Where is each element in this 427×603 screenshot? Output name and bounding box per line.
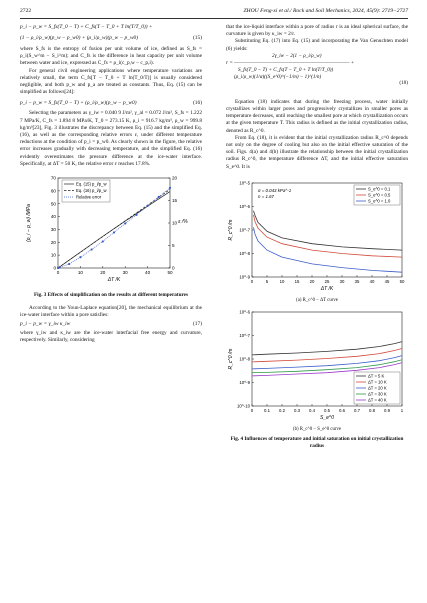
eq15-line2-text: (1 − ρ_i/ρ_w)(p_w − p_w0) + (ρ_i/ρ_w)(p_w − p_w0) [20, 35, 139, 41]
eq16-text: p_i − p_w = S_fs(T_0 − T) + (ρ_i/ρ_w)(p_w − p_w0) [20, 100, 137, 107]
fig4b-y-tick-label: 10^-8 [239, 356, 250, 362]
fig4a-series-line [254, 215, 403, 257]
fig4a-x-axis-label: ΔT /K [320, 285, 334, 292]
figure-3-chart [20, 172, 202, 290]
fig3-error-point [91, 248, 93, 250]
fig3-x-tick-label: 50 [167, 270, 173, 276]
fig3-y2-tick-label: 0 [172, 265, 175, 271]
fig4a-y-tick-label: 10^-9 [239, 274, 250, 280]
figure-4a-label: (a) R_c^0 − ΔT curve [296, 297, 338, 303]
equation-18 [226, 53, 408, 99]
left-column [20, 24, 202, 345]
fig4b-x-tick-label: 0.2 [279, 408, 285, 414]
fig3-error-point [147, 205, 149, 207]
paragraph-parameters: Selecting the parameters as γ_iw = 0.040 9 J/m², γ_al = 0.072 J/m², S_fs = 1.222 7 MPa/K, C_fs = 1.894 8 MPa/K, T_0 = 273.15 K, ρ_i = 916.7 kg/m³, ρ_w = 999.8 kg/m³[23], Fig. 3 illustrates the discrepancy between Eq. (15) and the simplified Eq. (16), as well as the corresponding relative errors ε, under different temperature reductions at the condition of p_i = p_w0. As clearly shown in the figure, the relative error increases gradually with decreasing temperature, and the simplified Eq. (16) evidently overestimates the pressure difference at the ice-water interface. Specifically, at ΔT = 50 K, the relative error ε reaches 17.8%. [20, 110, 202, 167]
fig3-y2-tick-label: 5 [172, 243, 175, 249]
fig3-y-axis-label: (p_i − p_w) /MPa [26, 204, 32, 243]
fig4b-x-tick-label: 1 [400, 408, 404, 414]
fig4a-x-tick-label: 45 [384, 278, 390, 284]
fig4b-x-tick-label: 0.7 [354, 408, 360, 414]
fig4a-series-line [254, 227, 403, 272]
fig4a-x-tick-label: 40 [369, 278, 375, 284]
fig4b-x-tick-label: 0.1 [264, 408, 270, 414]
eq18-denominator: S_fs(T_0 − T) + C_fs(T − T_0 + T ln(T/T_0)) [238, 66, 334, 73]
eq17-text: p_i − p_w = γ_iw κ_iw [20, 321, 71, 328]
fig3-legend-label: Relative error [76, 194, 102, 200]
fig4b-series-line [252, 360, 402, 373]
fig3-y2-tick-label: 20 [172, 175, 178, 181]
eq18-number: (18) [399, 79, 408, 86]
fig4a-x-tick-label: 15 [294, 278, 300, 284]
figure-4a-chart [226, 177, 408, 297]
fig3-x-tick-label: 30 [122, 270, 128, 276]
fig4a-x-tick-label: 30 [339, 278, 345, 284]
page-number: 2722 [20, 8, 32, 14]
eq15-line1-text: p_i − p_w = S_fs(T_0 − T) + C_fs(T − T_0 + T ln(T/T_0)) + [20, 24, 153, 30]
figure-4b-chart [226, 306, 408, 426]
fig4b-y-axis-label: R_c^0 /m [228, 348, 234, 370]
fig3-y-tick-label: 10 [50, 252, 56, 258]
eq16-number: (16) [193, 100, 202, 107]
eq18-second-term: (ρ_i/ρ_w)(1/α)((S_e^0)^(−1/m) − 1)^(1/n) [234, 73, 322, 80]
fig3-y-tick-label: 60 [50, 188, 56, 194]
fig4a-y-tick-label: 10^-8 [239, 250, 250, 256]
fig4b-legend-label: ΔT = 30 K [368, 391, 387, 397]
fig4b-x-tick-label: 0.9 [384, 408, 390, 414]
right-column [226, 24, 408, 450]
eq17-number: (17) [193, 321, 202, 328]
paragraph-young-laplace: According to the Youn-Laplace equation[20], the mechanical equilibrium at the ice-water interface within a pore satisfies: [20, 304, 202, 319]
fig4a-x-tick-label: 20 [309, 278, 315, 284]
fig4a-x-tick-label: 25 [324, 278, 330, 284]
fig4a-x-tick-label: 0 [250, 278, 254, 284]
fig3-error-point [124, 222, 126, 224]
fig4b-x-tick-label: 0.8 [369, 408, 375, 414]
fig3-y2-axis-label: ε /% [178, 219, 188, 226]
figure-3-caption: Fig. 3 Effects of simplification on the results at different temperatures [33, 292, 188, 299]
fig4b-x-tick-label: 0 [250, 408, 254, 414]
figure-4-caption: Fig. 4 Influences of temperature and initial saturation on initial crystallization radius [230, 436, 404, 450]
fig4b-legend-label: ΔT = 10 K [368, 379, 387, 385]
fig4b-x-tick-label: 0.6 [339, 408, 345, 414]
paragraph-simplification: For general civil engineering applications where temperature variations are relatively small, the term C_fs[T − T_0 + T ln(T_0/T)] is usually considered negligible, and both p_w and p_a are treated as constants. Thus, Eq. (15) can be simplified as follows[24]: [20, 67, 202, 96]
journal-citation: ZHOU Feng-xi et al./ Rock and Soil Mechanics, 2024, 45(9): 2719−2727 [243, 8, 408, 14]
fig4a-x-tick-label: 50 [399, 278, 405, 284]
figure-4b-label: (b) R_c^0 − S_e^0 curve [293, 427, 341, 433]
fig4b-y-tick-label: 10^-9 [239, 380, 250, 386]
fig4a-y-tick-label: 10^-5 [239, 180, 250, 186]
fig4a-annotation: α = 0.043 kPa^-1 [258, 187, 292, 193]
fig4b-x-tick-label: 0.3 [294, 408, 300, 414]
fig4b-legend-label: ΔT = 20 K [368, 385, 387, 391]
fig3-y-tick-label: 30 [50, 227, 56, 233]
fig3-legend-label: Eq. (16) p_i/p_w [76, 188, 107, 194]
fig3-error-point [135, 214, 137, 216]
fig4b-x-tick-label: 0.4 [309, 408, 315, 414]
equation-15-line2 [20, 35, 202, 46]
fig3-x-tick-label: 40 [145, 270, 151, 276]
fig4a-y-axis-label: R_c^0 /m [228, 219, 234, 241]
fig3-y-tick-label: 0 [53, 265, 56, 271]
equation-16 [20, 96, 202, 110]
fig3-y-tick-label: 20 [50, 239, 56, 245]
fig4a-legend-label: S_e^0 = 0.5 [368, 192, 391, 198]
fig4a-x-tick-label: 35 [354, 278, 360, 284]
fig4a-x-tick-label: 5 [265, 278, 269, 284]
fig3-x-tick-label: 10 [77, 270, 83, 276]
equation-15-line1 [20, 24, 202, 35]
fig3-legend-label: Eq. (15) p_i/p_w [76, 181, 107, 187]
fig3-error-point [68, 263, 70, 265]
fig4b-y-tick-label: 10^-10 [236, 403, 250, 409]
fig4a-y-tick-label: 10^-6 [239, 203, 250, 209]
fig3-error-point [169, 187, 171, 189]
fig4b-series-line [252, 356, 402, 369]
fig4a-x-tick-label: 10 [279, 278, 285, 284]
fig4b-legend-label: ΔT = 40 K [368, 397, 387, 403]
fig3-x-tick-label: 20 [100, 270, 106, 276]
eq18-numerator: 2γ_iw − 2(1 − ρ_i/ρ_w) [272, 52, 322, 59]
equation-17 [20, 319, 202, 330]
fig3-y-tick-label: 50 [50, 201, 56, 207]
eq18-fraction: r = ————————————————————————— + [226, 59, 355, 66]
fig3-y2-tick-label: 15 [172, 198, 178, 204]
paragraph-curvature: that the ice-liquid interface within a pore of radius r is an ideal spherical surface, the curvature is given by κ_iw = 2/r. [226, 24, 408, 38]
fig3-y2-tick-label: 10 [172, 220, 178, 226]
header-rule [20, 18, 408, 19]
fig4a-legend-label: S_e^0 = 1.0 [368, 198, 391, 204]
fig4a-legend-label: S_e^0 = 0.1 [368, 186, 391, 192]
fig4a-annotation: n = 1.67 [258, 193, 274, 199]
fig3-error-point [113, 231, 115, 233]
fig4b-series-line [252, 349, 402, 362]
fig3-error-point [79, 256, 81, 258]
fig4a-y-tick-label: 10^-7 [239, 227, 250, 233]
fig3-error-point [102, 240, 104, 242]
fig3-y-tick-label: 70 [50, 175, 56, 181]
fig4b-series-line [252, 342, 402, 355]
fig4b-y-tick-label: 10^-7 [239, 333, 250, 339]
fig3-x-tick-label: 0 [56, 270, 60, 276]
fig3-y-tick-label: 40 [50, 214, 56, 220]
running-header [20, 8, 408, 18]
fig4b-x-tick-label: 0.5 [324, 408, 330, 414]
fig3-x-axis-label: ΔT /K [107, 277, 121, 284]
paragraph-freezing-process: Equation (18) indicates that during the freezing process, water initially crystallizes within larger pores and progressively crystallizes in smaller pores as temperature decreases, until reaching the smallest pore at which crystallization occurs at the given temperature T. This radius is defined as the initial crystallization radius, denoted as R_c^0. [226, 98, 408, 134]
fig3-error-point [158, 196, 160, 198]
paragraph-initial-radius: From Eq. (18), it is evident that the initial crystallization radius R_c^0 depends not only on the degree of cooling but also on the initial effective saturation of the soil. Figs. 4(a) and 4(b) illustrate the relationship between the initial crystallization radius R_c^0, the temperature difference ΔT, and the initial effective saturation S_e^0. It is [226, 134, 408, 170]
paragraph-interfacial: where γ_iw and κ_iw are the ice-water interfacial free energy and curvature, respectively. Similarly, considering [20, 330, 202, 344]
eq15-number: (15) [193, 35, 202, 41]
paragraph-substituting: Substituting Eq. (17) into Eq. (15) and incorporating the Van Genuchten model (6) yields: [226, 38, 408, 52]
fig4a-series-line [254, 211, 403, 250]
fig4b-legend-label: ΔT = 5 K [368, 373, 385, 379]
paragraph-entropy: where S_fs is the entropy of fusion per unit volume of ice, defined as S_fs = ρ_i(S_w^m − S_i^m); and C_fs is the difference in heat capacity per unit volume between water and ice, expressed as C_fs = ρ_i(c_p,w − c_p,i). [20, 46, 202, 67]
fig4b-x-axis-label: S_e^0 [319, 415, 335, 422]
fig4b-y-tick-label: 10^-6 [239, 309, 250, 315]
fig3-error-point [57, 267, 59, 269]
